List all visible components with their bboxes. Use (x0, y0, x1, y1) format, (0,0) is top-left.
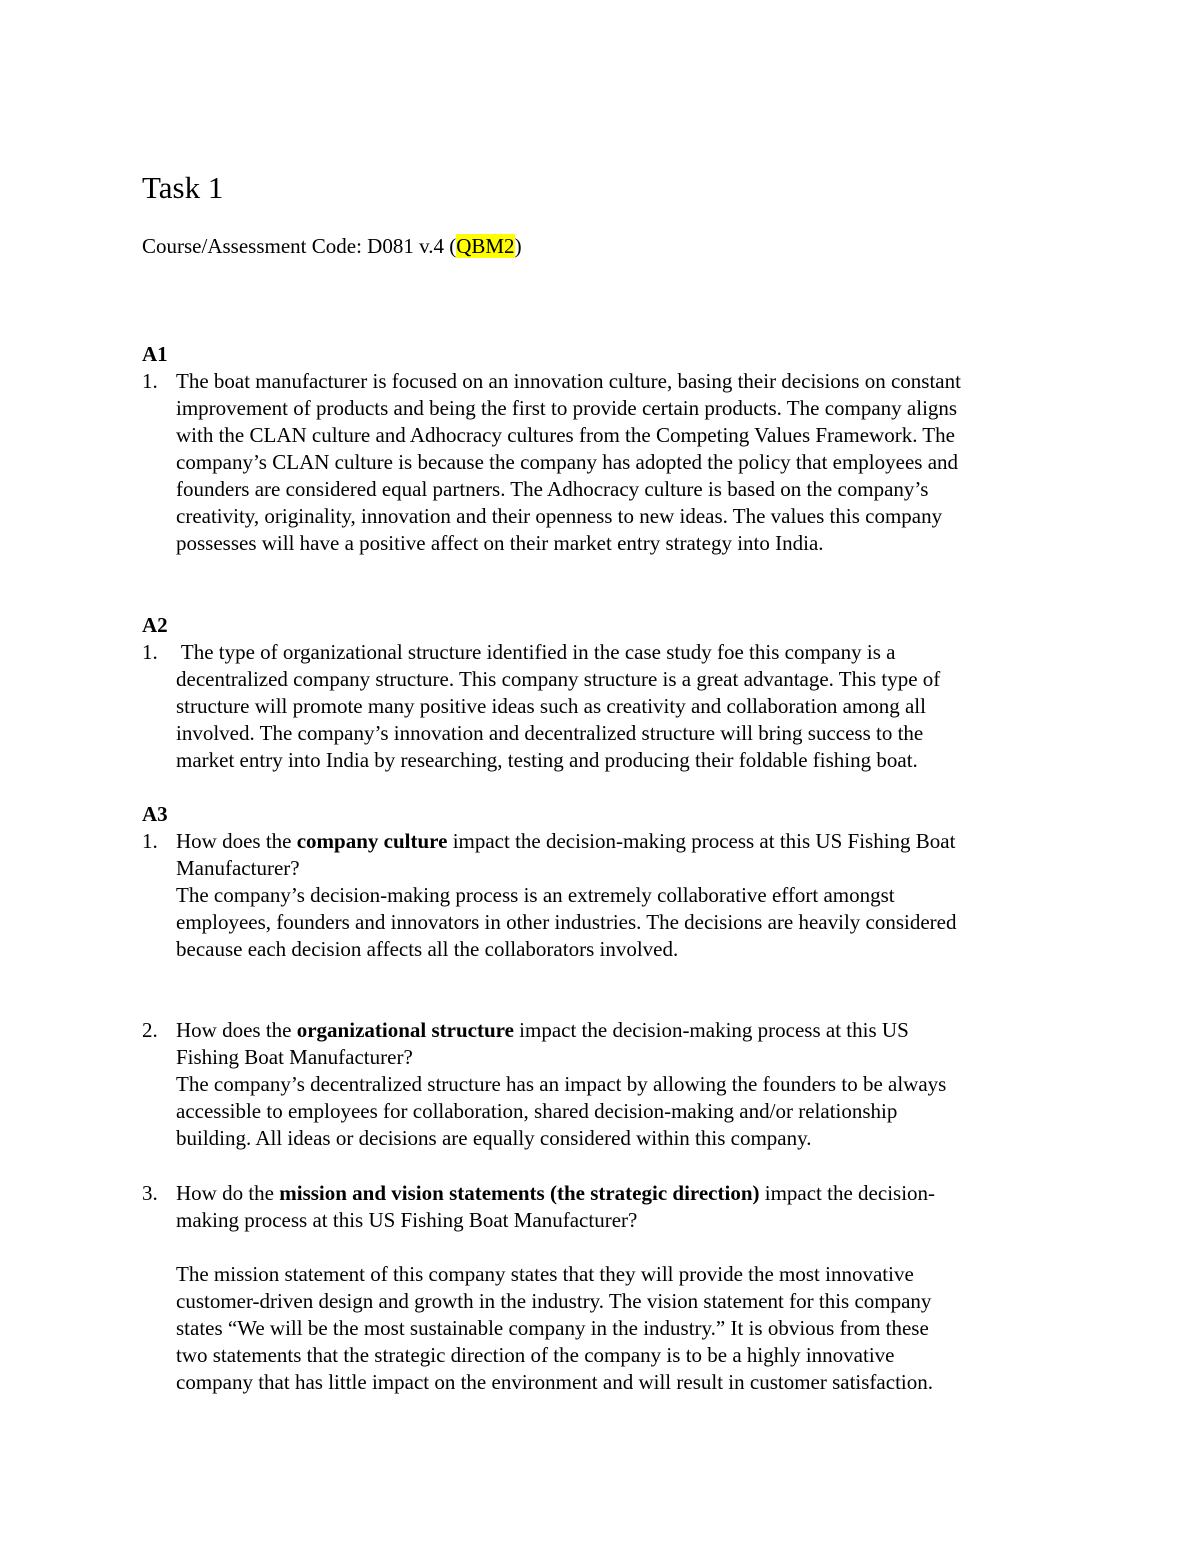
a2-line: involved. The company’s innovation and decentralized structure will bring success to the (176, 721, 924, 745)
question-text: How does the (176, 829, 297, 853)
a3-q1-answer-line: The company’s decision-making process is an extremely collaborative effort amongst (176, 883, 895, 907)
a3-q1-answer-line: employees, founders and innovators in other industries. The decisions are heavily considered (176, 910, 957, 934)
a3-q2-number: 2. (142, 1018, 158, 1042)
a3-q1-number: 1. (142, 829, 158, 853)
course-code-label: Course/Assessment Code: D081 v.4 ( (142, 234, 457, 258)
a3-q3-answer-line: customer-driven design and growth in the industry. The vision statement for this company (176, 1289, 932, 1313)
a3-q3-question-cont: making process at this US Fishing Boat Manufacturer? (176, 1208, 638, 1232)
question-text: impact the decision-making process at this US Fishing Boat (447, 829, 956, 853)
a3-q3-answer-line: The mission statement of this company states that they will provide the most innovative (176, 1262, 914, 1286)
question-emphasis: company culture (296, 829, 448, 853)
course-assessment-code (142, 232, 522, 260)
section-heading-a3: A3 (142, 802, 168, 826)
a1-line: creativity, originality, innovation and their openness to new ideas. The values this company (176, 504, 943, 528)
question-emphasis: organizational structure (296, 1018, 514, 1042)
a3-q3-question (176, 1180, 1076, 1207)
a1-item-number: 1. (142, 369, 158, 393)
a3-q2-question-cont: Fishing Boat Manufacturer? (176, 1045, 413, 1069)
course-code-close: ) (514, 234, 522, 258)
a2-item-number: 1. (142, 640, 158, 664)
a2-line: decentralized company structure. This company structure is a great advantage. This type of (176, 667, 941, 691)
a3-q3-answer-line: states “We will be the most sustainable company in the industry.” It is obvious from these (176, 1316, 929, 1340)
a1-line: The boat manufacturer is focused on an innovation culture, basing their decisions on constant (176, 369, 961, 393)
a3-q1-question-cont: Manufacturer? (176, 856, 300, 880)
a1-line: possesses will have a positive affect on their market entry strategy into India. (176, 531, 824, 555)
course-code-highlight: QBM2 (456, 234, 515, 258)
a3-q2-question (176, 1017, 1076, 1044)
a3-q3-answer-line: two statements that the strategic direction of the company is to be a highly innovative (176, 1343, 895, 1367)
a2-line: The type of organizational structure identified in the case study foe this company is a (176, 640, 896, 664)
a3-q3-answer-block (176, 1261, 1076, 1396)
a3-q1-question (176, 828, 1076, 855)
question-text: impact the decision- (759, 1181, 936, 1205)
question-emphasis: mission and vision statements (the strategic direction) (279, 1181, 760, 1205)
a3-q2-answer-line: The company’s decentralized structure has an impact by allowing the founders to be always (176, 1072, 947, 1096)
a1-paragraph (176, 368, 1076, 557)
a1-line: company’s CLAN culture is because the company has adopted the policy that employees and (176, 450, 959, 474)
a2-line: market entry into India by researching, testing and producing their foldable fishing boat. (176, 748, 918, 772)
a1-line: with the CLAN culture and Adhocracy cultures from the Competing Values Framework. The (176, 423, 955, 447)
a3-q3-answer-line: company that has little impact on the environment and will result in customer satisfaction. (176, 1370, 933, 1394)
a3-q2-block (176, 1017, 1076, 1152)
a3-q1-answer-line: because each decision affects all the collaborators involved. (176, 937, 679, 961)
a3-q1-block (176, 828, 1076, 963)
a1-line: improvement of products and being the first to provide certain products. The company aligns (176, 396, 958, 420)
section-heading-a2: A2 (142, 613, 168, 637)
question-text: How does the (176, 1018, 297, 1042)
a3-q3-number: 3. (142, 1181, 158, 1205)
section-heading-a1: A1 (142, 342, 168, 366)
a1-line: founders are considered equal partners. The Adhocracy culture is based on the company’s (176, 477, 929, 501)
document-title: Task 1 (142, 170, 224, 205)
question-text: impact the decision-making process at this US (513, 1018, 909, 1042)
a3-q3-question-block (176, 1180, 1076, 1234)
a3-q2-answer-line: accessible to employees for collaboration, shared decision-making and/or relationship (176, 1099, 898, 1123)
a2-paragraph (176, 639, 1076, 774)
a2-line: structure will promote many positive ideas such as creativity and collaboration among all (176, 694, 926, 718)
question-text: How do the (176, 1181, 280, 1205)
a3-q2-answer-line: building. All ideas or decisions are equally considered within this company. (176, 1126, 812, 1150)
